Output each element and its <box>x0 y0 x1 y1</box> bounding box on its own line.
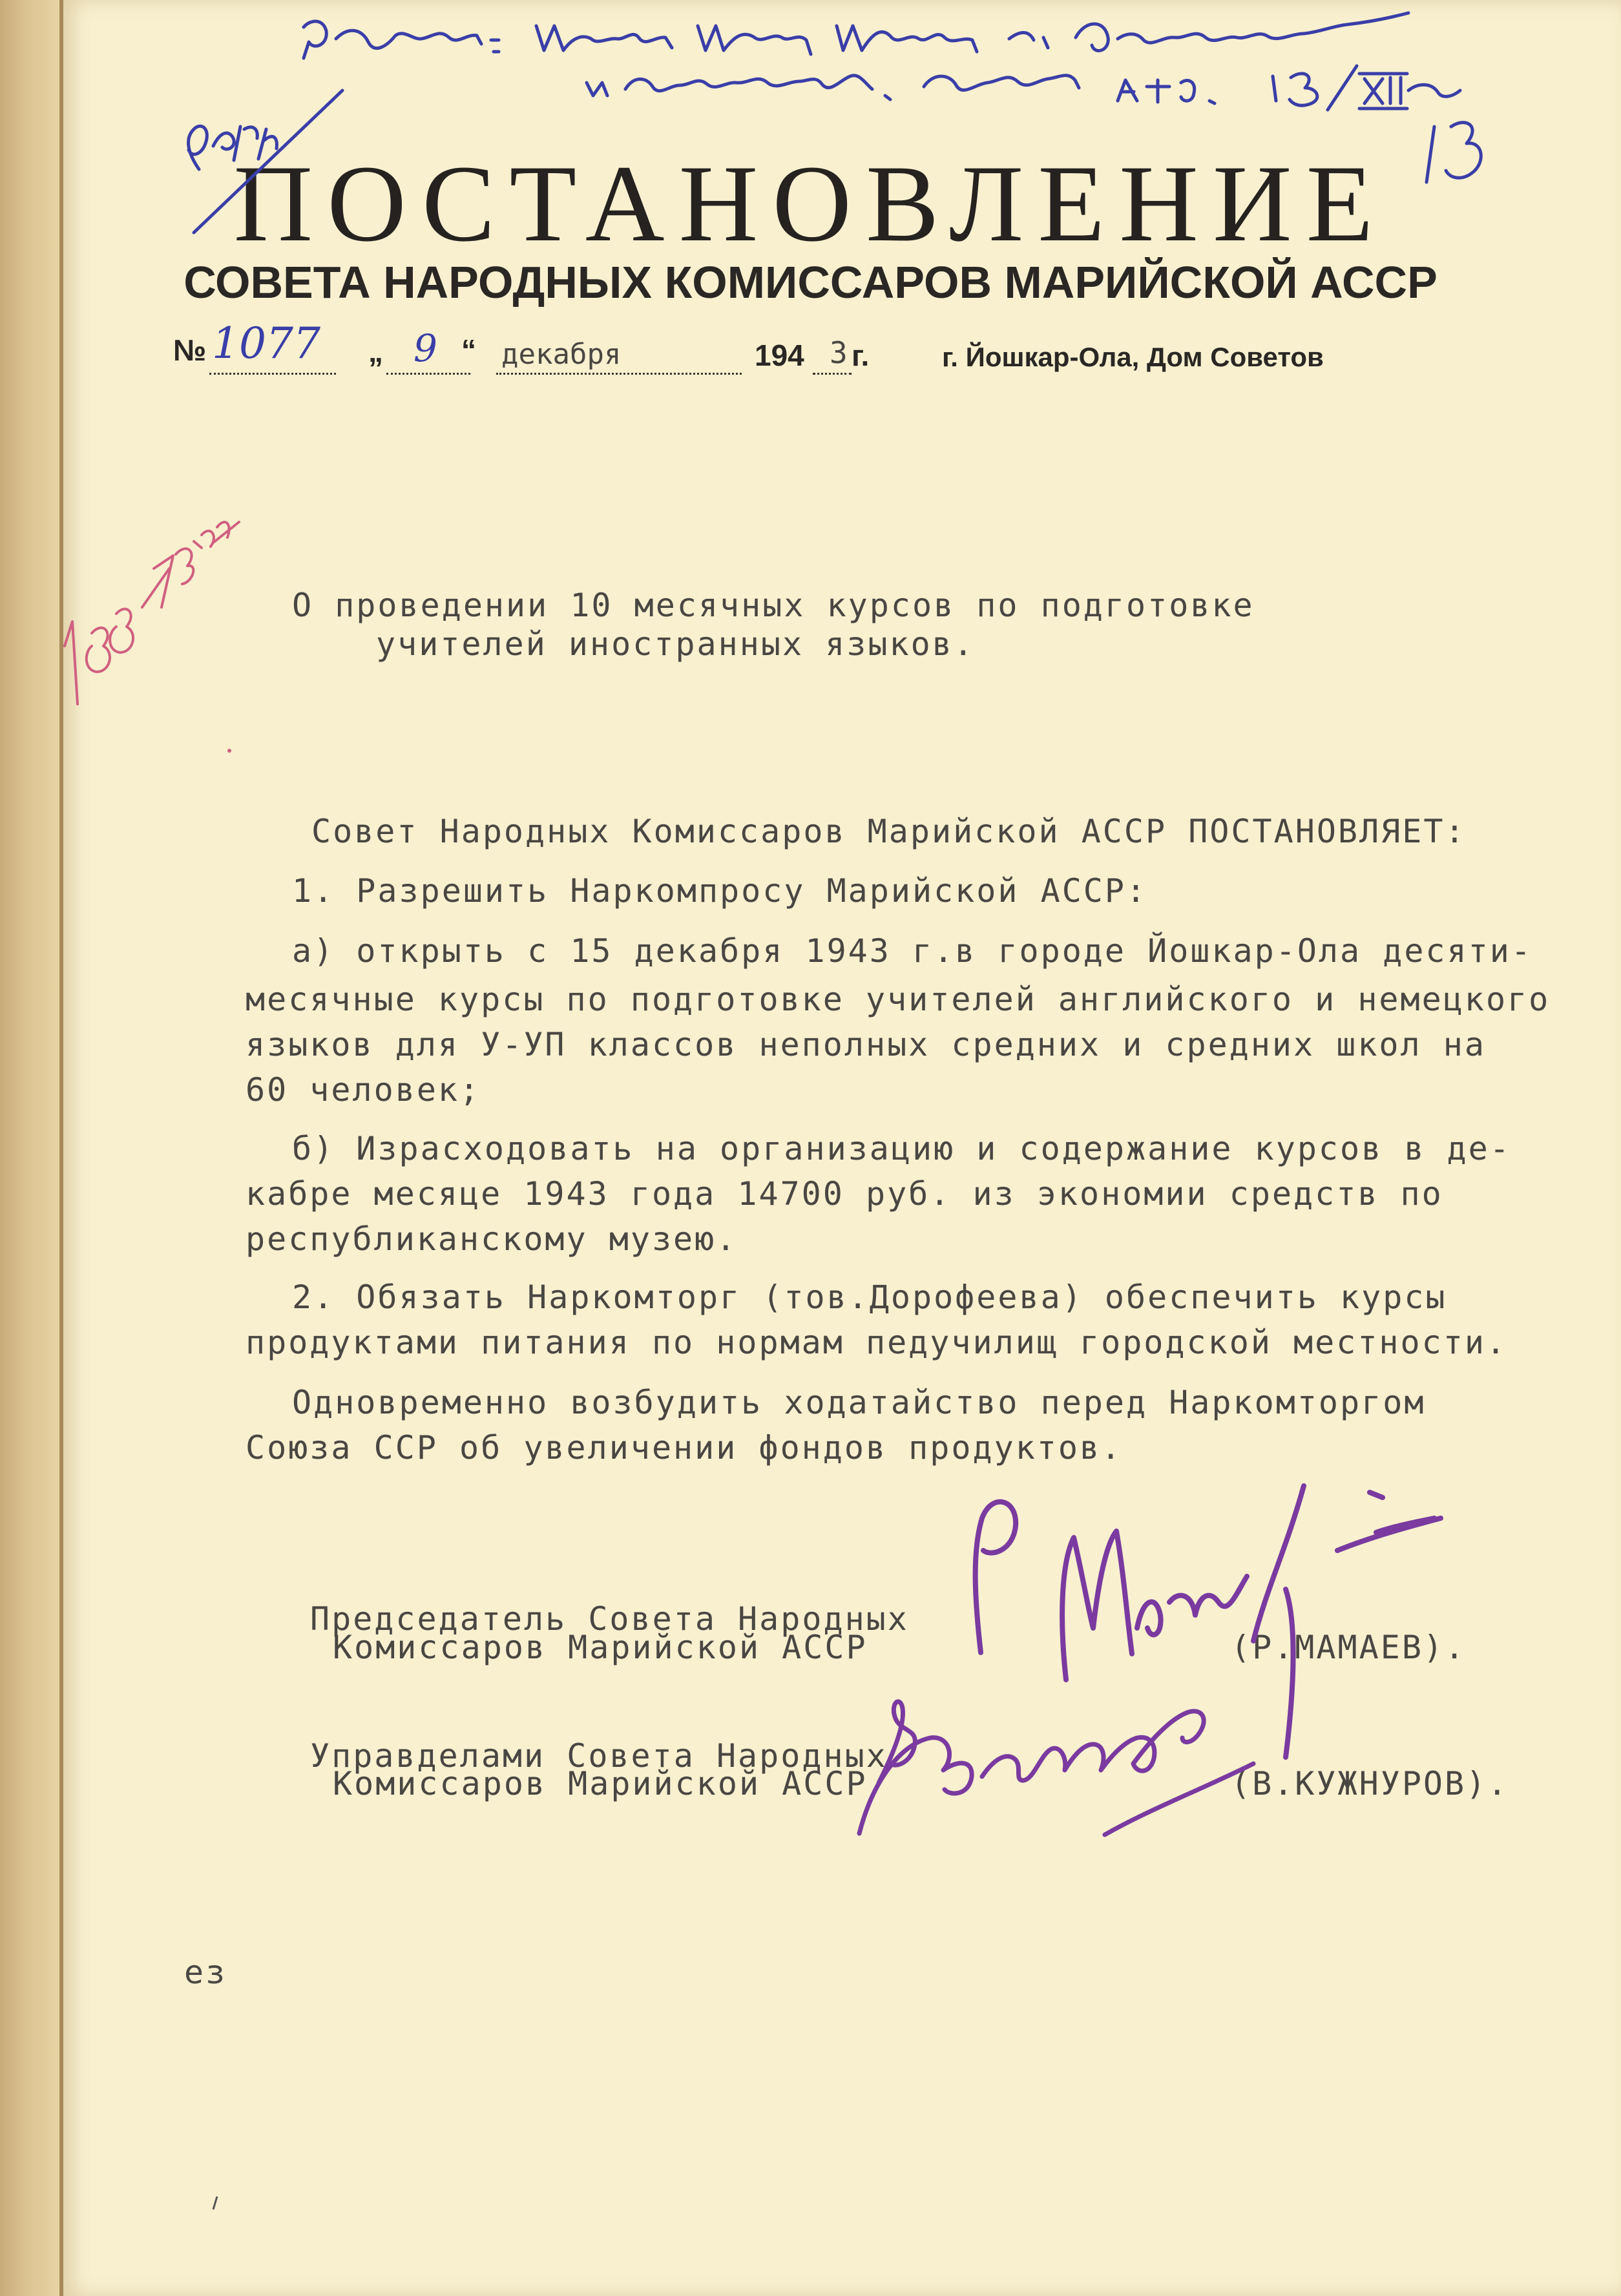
clause-3-line-1: Одновременно возбудить ходатайство перед Наркомторгом <box>292 1384 1426 1421</box>
decree-number: 1077 <box>212 318 320 368</box>
clause-3-line-2: Союза ССР об увеличении фондов продуктов. <box>246 1429 1123 1466</box>
chair-name: (Р.МАМАЕВ). <box>1231 1629 1467 1666</box>
clause-a-line-1: а) открыть с 15 декабря 1943 г.в городе Йошкар-Ола десяти- <box>292 932 1532 970</box>
chair-title-2: Комиссаров Марийской АССР <box>333 1629 868 1666</box>
stray-mark <box>213 2197 217 2209</box>
document-title: ПОСТАНОВЛЕНИЕ <box>233 143 1388 264</box>
day-open-quote: „ <box>368 335 383 368</box>
clause-a-line-4: 60 человек; <box>246 1071 481 1109</box>
chair-signature <box>976 1486 1441 1757</box>
clause-1: 1. Разрешить Наркомпросу Марийской АССР: <box>292 872 1148 910</box>
year-digit: 3 <box>830 335 848 370</box>
clause-a-line-2: месячные курсы по подготовке учителей английского и немецкого <box>246 981 1551 1018</box>
day-close-quote: “ <box>461 333 476 367</box>
margin-number <box>1427 123 1481 182</box>
clause-b-line-1: б) Израсходовать на организацию и содержание курсов в де- <box>292 1130 1511 1167</box>
admin-title-1: Управделами Совета Народных <box>310 1737 888 1775</box>
decree-month: декабря <box>501 338 622 371</box>
admin-title-2: Комиссаров Марийской АССР <box>333 1765 868 1802</box>
admin-name: (В.КУЖНУРОВ). <box>1231 1765 1509 1802</box>
distribution-note-line-2 <box>587 76 1079 99</box>
clause-a-line-3: языков для У-УП классов неполных средних и средних школ на <box>246 1026 1486 1063</box>
clause-2-line-1: 2. Обязать Наркомторг (тов.Дорофеева) обеспечить курсы <box>292 1278 1447 1316</box>
sent-note <box>1118 66 1460 110</box>
place-of-issue: г. Йошкар-Ола, Дом Советов <box>942 342 1324 372</box>
clause-b-line-2: кабре месяце 1943 года 14700 руб. из экономии средств по <box>246 1175 1443 1213</box>
preamble: Совет Народных Комиссаров Марийской АССР ПОСТАНОВЛЯЕТ: <box>311 813 1467 850</box>
typist-initials: ез <box>184 1954 227 1991</box>
year-prefix: 194 <box>755 339 804 372</box>
distribution-note-line-1 <box>304 13 1408 58</box>
clause-b-line-3: республиканскому музею. <box>246 1220 738 1258</box>
page-range-note <box>65 522 239 704</box>
number-prefix: № <box>173 333 207 367</box>
copies-note <box>189 90 342 233</box>
chair-title-1: Председатель Совета Народных <box>310 1600 909 1638</box>
year-suffix: г. <box>852 339 870 372</box>
pencil-dot <box>227 749 231 753</box>
subject-line-1: О проведении 10 месячных курсов по подготовке <box>292 587 1255 624</box>
subject-line-2: учителей иностранных языков. <box>376 625 975 663</box>
admin-signature <box>859 1702 1253 1835</box>
decree-day: 9 <box>413 326 437 370</box>
issuing-body: СОВЕТА НАРОДНЫХ КОМИССАРОВ МАРИЙСКОЙ АССР <box>183 257 1438 308</box>
clause-2-line-2: продуктами питания по нормам педучилищ городской местности. <box>246 1324 1508 1361</box>
